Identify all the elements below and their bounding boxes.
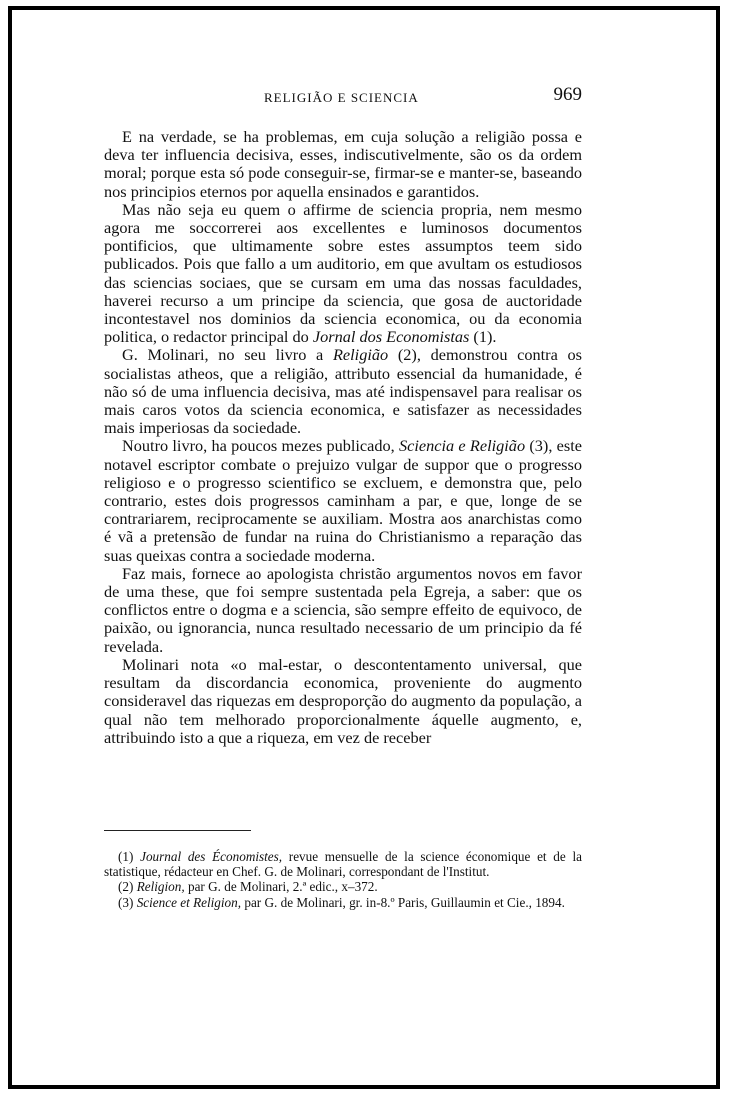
footnote-divider [104,830,251,831]
text-run: par G. de Molinari, gr. in-8.º Paris, Guillaumin et Cie., 1894. [241,894,565,910]
paragraph [104,656,582,747]
italic-title: Jornal dos Economistas [312,327,470,347]
body-text [104,128,582,747]
text-run: (3) [118,894,137,910]
text-run: Noutro livro, ha poucos mezes publicado, [122,436,400,456]
running-header [104,86,582,110]
italic-title: Journal des Économistes, [140,849,283,864]
italic-title: Sciencia e Religião [399,436,526,456]
text-run: (2) [118,879,137,895]
text-run: revue mensuelle de la science économique et de la statistique, rédacteur en Chef. G. de Molinari, correspondant de l'Institut. [104,849,582,880]
paragraph [104,565,582,656]
italic-title: Science et Religion, [136,894,242,910]
italic-title: Religião [332,345,389,365]
text-run: Faz mais, fornece ao apologista christão argumentos novos em favor de uma these, que foi sempre sustentada pela Egreja, a saber: que os conflictos entre o dogma e a sciencia, são sempre effeito de equivoco, de paixão, ou ignorancia, nunca resultado necessario de um principio da fé revelada. [104,563,582,656]
footnote [104,849,582,879]
running-title: RELIGIÃO E SCIENCIA [264,90,419,105]
italic-title: Religion, [136,879,185,895]
paragraph [104,437,582,564]
text-run: G. Molinari, no seu livro a [122,345,333,365]
page-number: 969 [553,84,582,105]
footnote [104,895,582,910]
text-run: Mas não seja eu quem o affirme de sciencia propria, nem mesmo agora me soccorrerei aos excellentes e luminosos documentos pontificios, que ultimamente sobre estes assumptos teem sido publicados. Pois que fallo a um auditorio, em que avultam os estudiosos das sciencias sociaes, que se cursam em uma das nossas faculdades, haverei recurso a um principe da sciencia, que gosa de auctoridade incontestavel nos dominios da sciencia economica, ou da economia politica, o redactor principal do [104,199,582,347]
paragraph [104,201,582,347]
footnotes [104,849,582,910]
footnote [104,879,582,894]
text-run: (2), demonstrou contra os socialistas atheos, que a religião, attributo essencial da humanidade, é não só de uma influencia decisiva, mas até indispensavel para realisar os mais caros votos da sciencia economica, e satisfazer as necessidades mais imperiosas da sociedade. [104,345,582,438]
paragraph [104,128,582,201]
text-run: (3), este notavel escriptor combate o prejuizo vulgar de suppor que o progresso religioso e o progresso scientifico se excluem, e demonstra que, pelo contrario, estes dois progressos caminham a par, e que, longe de se contrariarem, reciprocamente se auxiliam. Mostra aos anarchistas como é vã a pretensão de fundar na ruina do Christianismo a reparação das suas queixas contra a sociedade moderna. [104,436,582,565]
text-run: E na verdade, se ha problemas, em cuja solução a religião possa e deva ter influencia decisiva, esses, indiscutivelmente, são os da ordem moral; porque esta só pode conseguir-se, firmar-se e manter-se, baseando nos principios eternos por aquella ensinados e garantidos. [104,127,582,201]
paragraph [104,346,582,437]
text-run: (1) [118,849,141,864]
text-run: par G. de Molinari, 2.ª edic., x–372. [184,879,378,895]
text-run: Molinari nota «o mal-estar, o descontentamento universal, que resultam da discordancia economica, proveniente do augmento consideravel das riquezas em desproporção do augmento da população, a qual não tem melhorado proporcionalmente áquelle augmento, e, attribuindo isto a que a riqueza, em vez de receber [104,654,582,747]
text-run: (1). [469,327,497,347]
